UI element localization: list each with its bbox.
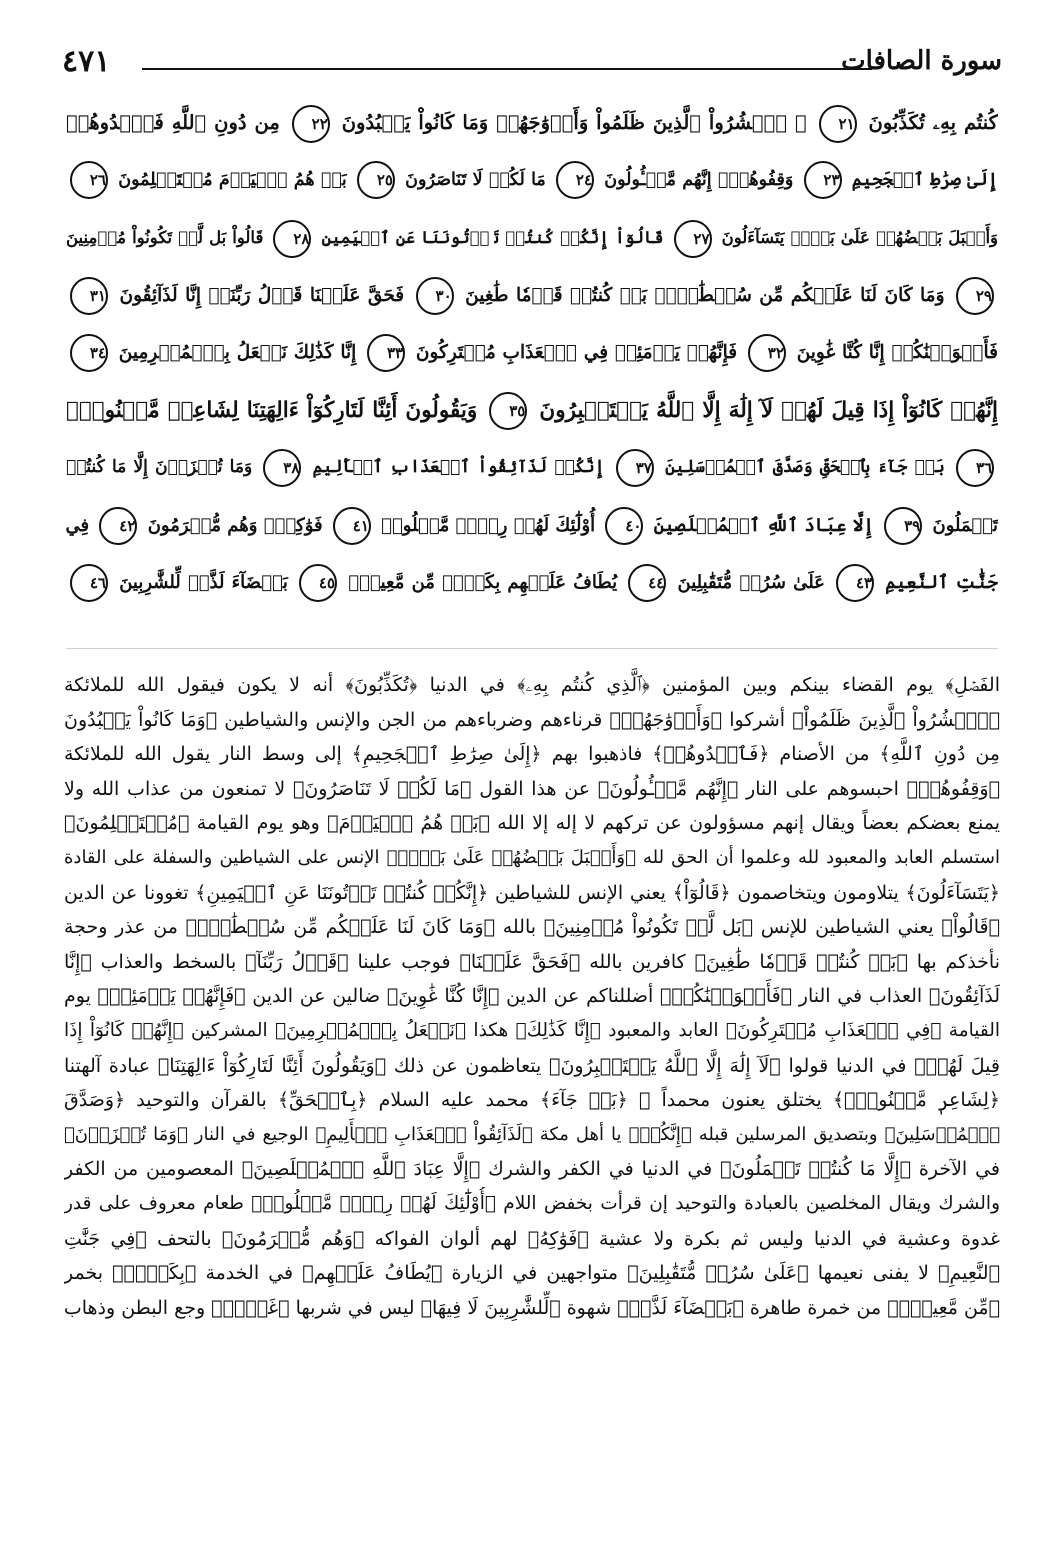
ayah-number-marker: ٣٦: [956, 449, 994, 487]
ayah-number-marker: ٣٥: [489, 392, 527, 430]
ayah-number-marker: ٢٩: [956, 277, 994, 315]
commentary-line: ﴿ٱحۡشُرُواْ ٱلَّذِينَ ظَلَمُواْ﴾ أشركوا ﴿وَأَزۡوَٰجَهُمۡ﴾ قرناءهم وضرباءهم من الجن والإنس والشياطين ﴿وَمَا كَانُواْ يَعۡبُدُونَ: [64, 708, 1000, 731]
verse-text: فَوَٰكِهُۖ وَهُم مُّكۡرَمُونَ: [147, 514, 323, 536]
ayah-number-marker: ٣٣: [367, 334, 405, 372]
verse-text: وَمَا تُجۡزَوۡنَ إِلَّا مَا كُنتُمۡ: [66, 457, 253, 477]
verse-text: فَأَغۡوَيۡنَٰكُمۡ إِنَّا كُنَّا غَٰوِينَ: [796, 342, 998, 363]
verse-text: إِلَىٰ صِرَٰطِ ٱلۡجَحِيمِ: [851, 169, 998, 190]
ayah-number-marker: ٢٥: [357, 161, 395, 199]
verse-text: فَحَقَّ عَلَيۡنَا قَوۡلُ رَبِّنَآۖ إِنَّا لَذَآئِقُونَ: [119, 284, 405, 306]
ayah-number-marker: ٢٢: [292, 105, 330, 143]
verse-text: إِنَّا كَذَٰلِكَ نَفۡعَلُ بِٱلۡمُجۡرِمِينَ: [118, 342, 357, 363]
commentary-line: الفَصۡلِ﴾ يوم القضاء بينكم وبين المؤمنين ﴿ٱلَّذِي كُنتُم بِهِۦ﴾ في الدنيا ﴿تُكَذِّبُونَ﴾ أنه لا يكون فيقول الله للملائكة: [64, 674, 1000, 696]
ayah-number-marker: ٣٠: [416, 277, 454, 315]
ayah-number-marker: ٣٤: [70, 334, 108, 372]
ayah-number-marker: ٢٣: [804, 161, 842, 199]
section-divider: [66, 648, 998, 649]
verse-text: قَالُواْ بَل لَّمۡ تَكُونُواْ مُؤۡمِنِينَ: [66, 228, 264, 247]
header-rule: [142, 68, 872, 70]
verse-line: [66, 382, 998, 440]
commentary-line: ﴿مِّن مَّعِينِۭ﴾ من خمرة طاهرة ﴿بَيۡضَآءَ لَذَّةٖ﴾ شهوة ﴿لِّلشَّٰرِبِينَ لَا فِيهَا﴾ ليس في شربها ﴿غَوۡلٞ﴾ وجع البطن وذهاب: [64, 1296, 1000, 1319]
verse-line: [66, 324, 998, 382]
commentary-line: استسلم العابد والمعبود لله وعلموا أن الحق لله ﴿وَأَقۡبَلَ بَعۡضُهُمۡ عَلَىٰ بَعۡضٖ﴾ الإنس على الشياطين والسفلة على القادة: [64, 846, 1000, 868]
verse-text: تَعۡمَلُونَ: [932, 514, 998, 536]
page-number: ٤٧١: [62, 44, 111, 79]
verse-text: مَا لَكُمۡ لَا تَنَاصَرُونَ: [405, 169, 546, 190]
verse-text: مِن دُونِ ٱللَّهِ فَٱهۡدُوهُمۡ: [66, 111, 280, 134]
commentary-line: مِن دُونِ ٱللَّهِ﴾ من الأصنام ﴿فَٱهۡدُوهُمۡ﴾ فاذهبوا بهم ﴿إِلَىٰ صِرَٰطِ ٱلۡجَحِيمِ﴾ إلى وسط النار يقول الله للملائكة: [64, 743, 1000, 766]
tafsir-commentary: [64, 668, 1000, 1325]
verse-text: إِلَّا عِبَادَ ٱللَّهِ ٱلۡمُخۡلَصِينَ: [653, 514, 874, 536]
verse-text: بَلۡ جَآءَ بِٱلۡحَقِّ وَصَدَّقَ ٱلۡمُرۡسَلِينَ: [665, 457, 945, 477]
verse-text: وَأَقۡبَلَ بَعۡضُهُمۡ عَلَىٰ بَعۡضٖ يَتَسَآءَلُونَ: [721, 228, 998, 247]
verse-text: أُوْلَٰٓئِكَ لَهُمۡ رِزۡقٞ مَّعۡلُومٞ: [381, 514, 596, 536]
verse-line: [66, 439, 998, 497]
commentary-line: في الآخرة ﴿إِلَّا مَا كُنتُمۡ تَعۡمَلُونَ﴾ في الدنيا في الكفر والشرك ﴿إِلَّا عِبَادَ ٱللَّهِ ٱلۡمُخۡلَصِينَ﴾ المعصومين من الكفر: [64, 1158, 1000, 1181]
verse-text: إِنَّهُمۡ كَانُوٓاْ إِذَا قِيلَ لَهُمۡ لَآ إِلَٰهَ إِلَّا ٱللَّهُ يَسۡتَكۡبِرُونَ: [539, 397, 998, 423]
verse-line: [66, 497, 998, 555]
verse-text: وَمَا كَانَ لَنَا عَلَيۡكُم مِّن سُلۡطَٰنِۭۖ بَلۡ كُنتُمۡ قَوۡمٗا طَٰغِينَ: [465, 284, 945, 306]
ayah-number-marker: ٢٤: [556, 161, 594, 199]
verse-text: قَالُوٓاْ إِنَّكُمۡ كُنتُمۡ تَأۡتُونَنَا عَنِ ٱلۡيَمِينِ: [321, 228, 664, 247]
commentary-line: نأخذكم بها ﴿بَلۡ كُنتُمۡ قَوۡمٗا طَٰغِينَ﴾ كافرين بالله ﴿فَحَقَّ عَلَيۡنَا﴾ فوجب علينا ﴿قَوۡلُ رَبِّنَآ﴾ بالسخط والعذاب ﴿إِنَّا: [64, 950, 1000, 973]
verse-text: وَيَقُولُونَ أَئِنَّا لَتَارِكُوٓاْ ءَالِهَتِنَا لِشَاعِرٖ مَّجۡنُونِۭ: [66, 397, 478, 423]
commentary-line: غدوة وعشية في الدنيا وليس ثم بكرة ولا عشية ﴿فَوَٰكِهُ﴾ لهم ألوان الفواكه ﴿وَهُم مُّكۡرَمُونَ﴾ بالتحف ﴿فِي جَنَّٰتِ: [64, 1227, 1000, 1250]
verse-text: بَلۡ هُمُ ٱلۡيَوۡمَ مُسۡتَسۡلِمُونَ: [118, 169, 347, 190]
ayah-number-marker: ٤٦: [70, 564, 108, 602]
commentary-line: ﴿قَالُواْ﴾ يعني الشياطين للإنس ﴿بَل لَّمۡ تَكُونُواْ مُؤۡمِنِينَ﴾ بالله ﴿وَمَا كَانَ لَنَا عَلَيۡكُم مِّن سُلۡطَٰنِۭ﴾ من عذر وحجة: [64, 916, 1000, 939]
ayah-number-marker: ٣٨: [263, 449, 301, 487]
verse-text: جَنَّٰتِ ٱلنَّعِيمِ: [885, 572, 998, 593]
verse-text: إِنَّكُمۡ لَذَآئِقُواْ ٱلۡعَذَابِ ٱلۡأَلِيمِ: [312, 457, 605, 477]
verse-line: [66, 94, 998, 152]
ayah-number-marker: ٤٣: [836, 564, 874, 602]
surah-name: سورة الصافات: [841, 46, 1002, 76]
commentary-line: القيامة ﴿فِي ٱلۡعَذَابِ مُشۡتَرِكُونَ﴾ العابد والمعبود ﴿إِنَّا كَذَٰلِكَ﴾ هكذا ﴿نَفۡعَلُ بِٱلۡمُجۡرِمِينَ﴾ المشركين ﴿إِنَّهُمۡ كَانُوٓاْ إِذَا: [64, 1019, 1000, 1041]
verse-text: فَإِنَّهُمۡ يَوۡمَئِذٖ فِي ٱلۡعَذَابِ مُشۡتَرِكُونَ: [415, 342, 738, 363]
ayah-number-marker: ٤٤: [628, 564, 666, 602]
verse-text: فِي: [66, 514, 90, 536]
commentary-line: ﴿لِشَاعِرٖ مَّجۡنُونِۭ﴾ يختلق يعنون محمداً ﷺ ﴿بَلۡ جَآءَ﴾ محمد عليه السلام ﴿بِٱلۡحَقِّ﴾ بالقرآن والتوحيد ﴿وَصَدَّقَ: [64, 1089, 1000, 1112]
ayah-number-marker: ٤٢: [99, 507, 137, 545]
commentary-line: والشرك ويقال المخلصين بالعبادة والتوحيد إن قرأت بخفض اللام ﴿أُوْلَٰٓئِكَ لَهُمۡ رِزۡقٞ مَّعۡلُومٞ﴾ طعام معروف على قدر: [64, 1192, 1000, 1214]
ayah-number-marker: ٤١: [333, 507, 371, 545]
commentary-line: ٱلنَّعِيمِ﴾ لا يفنى نعيمها ﴿عَلَىٰ سُرُرٖ مُّتَقَٰبِلِينَ﴾ متواجهين في الزيارة ﴿يُطَافُ عَلَيۡهِم﴾ في الخدمة ﴿بِكَأۡسٖ﴾ بخمر: [64, 1262, 1000, 1285]
commentary-line: قِيلَ لَهُمۡ﴾ في الدنيا قولوا ﴿لَآ إِلَٰهَ إِلَّا ٱللَّهُ يَسۡتَكۡبِرُونَ﴾ يتعاظمون عن ذلك ﴿وَيَقُولُونَ أَئِنَّا لَتَارِكُوٓاْ ءَالِهَتِنَا﴾ عبادة آلهتنا: [64, 1054, 1000, 1077]
verse-text: وَقِفُوهُمۡۖ إِنَّهُم مَّسۡـُٔولُونَ: [604, 169, 794, 190]
verse-text: ۞ ٱحۡشُرُواْ ٱلَّذِينَ ظَلَمُواْ وَأَزۡوَٰجَهُمۡ وَمَا كَانُواْ يَعۡبُدُونَ: [341, 111, 807, 134]
ayah-number-marker: ٢٨: [273, 220, 311, 258]
verse-line: [66, 209, 998, 267]
verse-line: [66, 152, 998, 210]
ayah-number-marker: ٣١: [70, 277, 108, 315]
verse-text: يُطَافُ عَلَيۡهِم بِكَأۡسٖ مِّن مَّعِينِۭ: [348, 572, 618, 593]
commentary-line: يمنع بعضكم بعضاً ويقال إنهم مسؤولون عن تركهم لا إله إلا الله ﴿بَلۡ هُمُ ٱلۡيَوۡمَ﴾ وهو يوم القيامة ﴿مُسۡتَسۡلِمُونَ﴾: [64, 812, 1000, 835]
page-header: [62, 40, 1002, 90]
verse-line: [66, 554, 998, 612]
commentary-line: لَذَآئِقُونَ﴾ العذاب في النار ﴿فَأَغۡوَيۡنَٰكُمۡ﴾ أضللناكم عن الدين ﴿إِنَّا كُنَّا غَٰوِينَ﴾ ضالين عن الدين ﴿فَإِنَّهُمۡ يَوۡمَئِذٖ﴾ يوم: [64, 985, 1000, 1008]
commentary-line: ٱلۡمُرۡسَلِينَ﴾ وبتصديق المرسلين قبله ﴿إِنَّكُمۡ﴾ يا أهل مكة ﴿لَذَآئِقُواْ ٱلۡعَذَابِ ٱلۡأَلِيمِ﴾ الوجيع في النار ﴿وَمَا تُجۡزَوۡنَ﴾: [64, 1123, 1000, 1145]
ayah-number-marker: ٢٧: [674, 220, 712, 258]
ayah-number-marker: ٢٦: [70, 161, 108, 199]
ayah-number-marker: ٣٩: [884, 507, 922, 545]
ayah-number-marker: ٣٧: [616, 449, 654, 487]
ayah-number-marker: ٢١: [819, 105, 857, 143]
commentary-line: ﴿وَقِفُوهُمۡ﴾ احبسوهم على النار ﴿إِنَّهُم مَّسۡـُٔولُونَ﴾ عن هذا القول ﴿مَا لَكُمۡ لَا تَنَاصَرُونَ﴾ لا تمنعون من عذاب الله ولا: [64, 777, 1000, 800]
verse-text: بَيۡضَآءَ لَذَّةٖ لِّلشَّٰرِبِينَ: [119, 572, 288, 593]
verse-line: [66, 267, 998, 325]
ayah-number-marker: ٣٢: [748, 334, 786, 372]
verse-text: عَلَىٰ سُرُرٖ مُّتَقَٰبِلِينَ: [677, 572, 825, 593]
ayah-number-marker: ٤٥: [299, 564, 337, 602]
ayah-number-marker: ٤٠: [605, 507, 643, 545]
verse-text: كُنتُم بِهِۦ تُكَذِّبُونَ: [868, 111, 998, 134]
commentary-line: ﴿يَتَسَآءَلُونَ﴾ يتلاومون ويتخاصمون ﴿قَالُوٓاْ﴾ يعني الإنس للشياطين ﴿إِنَّكُمۡ كُنتُمۡ تَأۡتُونَنَا عَنِ ٱلۡيَمِينِ﴾ تغوونا عن الدين: [64, 881, 1000, 904]
quran-verses: [66, 94, 998, 612]
